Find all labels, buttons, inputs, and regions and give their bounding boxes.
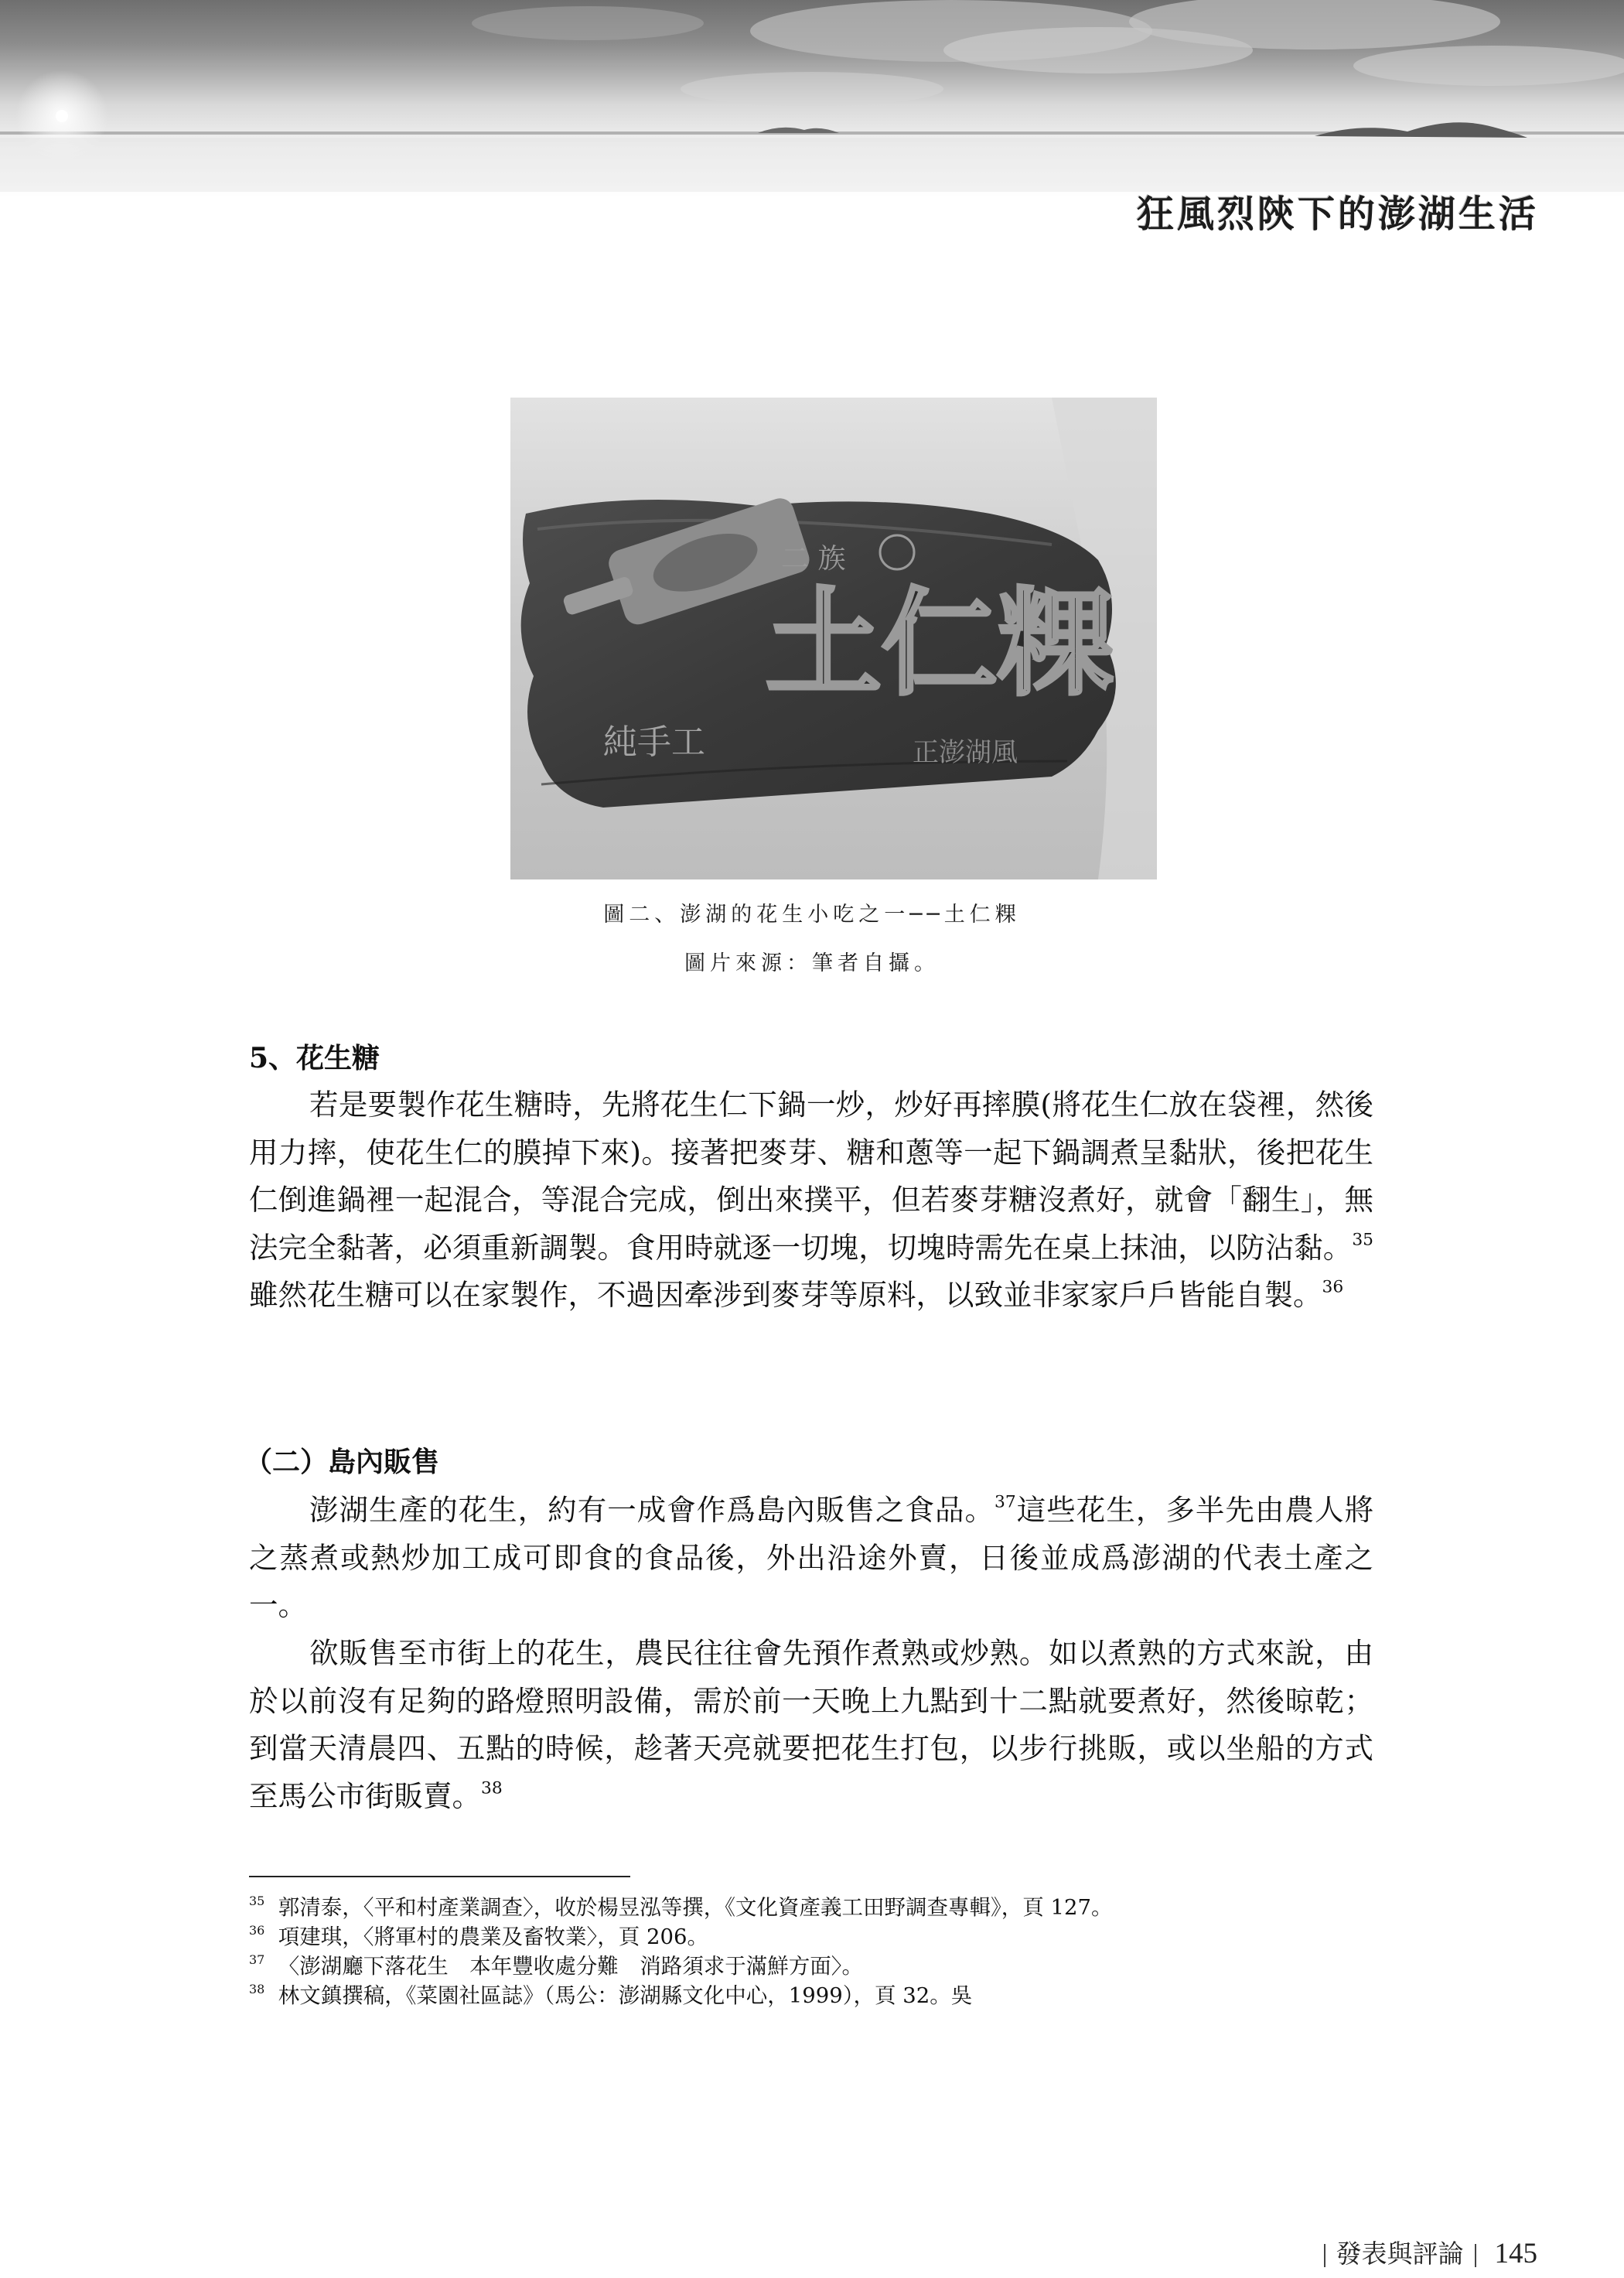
- footer-divider-right: [1475, 2244, 1476, 2267]
- footnote-37: $^{37}$ 〈澎湖廳下落花生 本年豐收處分難 消路須求于滿鮮方面〉。: [249, 1952, 864, 1979]
- footer-section-name: 發表與評論: [1336, 2239, 1464, 2269]
- footnote-36: $^{36}$ 項建琪，〈將軍村的農業及畜牧業〉，頁 206。: [249, 1923, 708, 1949]
- footnote-35: $^{35}$ 郭清泰，〈平和村產業調查〉，收於楊昱泓等撰，《文化資產義工田野調查專輯》，頁 127。: [249, 1894, 1113, 1920]
- footer-divider-left: [1324, 2244, 1325, 2267]
- sign-right-text: 正澎湖風: [913, 737, 1018, 768]
- figure-caption: 圖二、澎湖的花生小吃之一──土仁粿: [603, 903, 1021, 927]
- page-footer: [1313, 2234, 1538, 2270]
- paragraph-island-sales-1: 澎湖生產的花生，約有一成會作爲島內販售之食品。$^{37}$這些花生，多半先由農人將之蒸煮或熱炒加工成可即食的食品後，外出沿途外賣，日後並成爲澎湖的代表土產之一。: [249, 1492, 1374, 1622]
- header-banner: [0, 0, 1624, 309]
- footnote-ref-35: 35: [1352, 1230, 1373, 1250]
- sign-left-text: 純手工: [603, 722, 705, 762]
- seascape-banner-image: [0, 0, 1624, 309]
- paragraph-peanut-candy: 若是要製作花生糖時，先將花生仁下鍋一炒，炒好再摔膜(將花生仁放在袋裡，然後用力摔，使花生仁的膜掉下來)。接著把麥芽、糖和蔥等一起下鍋調煮呈黏狀，後把花生仁倒進鍋裡一起混合，等混合完成，倒出來撲平，但若麥芽糖沒煮好，就會「翻生」，無法完全黏著，必須重新調製。食用時就逐一切塊，切塊時需先在桌上抹油，以防沾黏。$^{35}$雖然花生糖可以在家製作，不過因牽涉到麥芽等原料，以致並非家家戶戶皆能自製。$^{36}$: [249, 1088, 1373, 1312]
- paragraph-island-sales-2: 欲販售至市街上的花生，農民往往會先預作煮熟或炒熟。如以煮熟的方式來說，由於以前沒有足夠的路燈照明設備，需於前一天晚上九點到十二點就要煮好，然後晾乾；到當天清晨四、五點的時候，趁著天亮就要把花生打包，以步行挑販，或以坐船的方式至馬公市街販賣。$^{38}$: [249, 1636, 1373, 1813]
- sign-top-text: 二 族: [781, 543, 846, 575]
- footnote-divider: [249, 1876, 630, 1877]
- sign-main-text: 土仁粿: [766, 575, 1114, 712]
- running-title: 狂風烈陝下的澎湖生活: [1136, 193, 1539, 236]
- section-heading-peanut-candy: 5、花生糖: [249, 1042, 380, 1074]
- footnote-ref-37: 37: [995, 1492, 1016, 1512]
- wooden-sign-photo: [510, 398, 1157, 879]
- footnote-ref-38: 38: [481, 1778, 503, 1798]
- footnote-38: $^{38}$ 林文鎮撰稿，《菜園社區誌》（馬公：澎湖縣文化中心，1999），頁 32。吳: [249, 1982, 973, 2008]
- footnote-ref-36: 36: [1322, 1277, 1344, 1297]
- figure-source: 圖片來源：筆者自攝。: [684, 951, 940, 975]
- figure-photo: [510, 398, 1157, 879]
- page-number: 145: [1494, 2238, 1537, 2269]
- section-heading-island-sales: （二）島內販售: [244, 1446, 440, 1478]
